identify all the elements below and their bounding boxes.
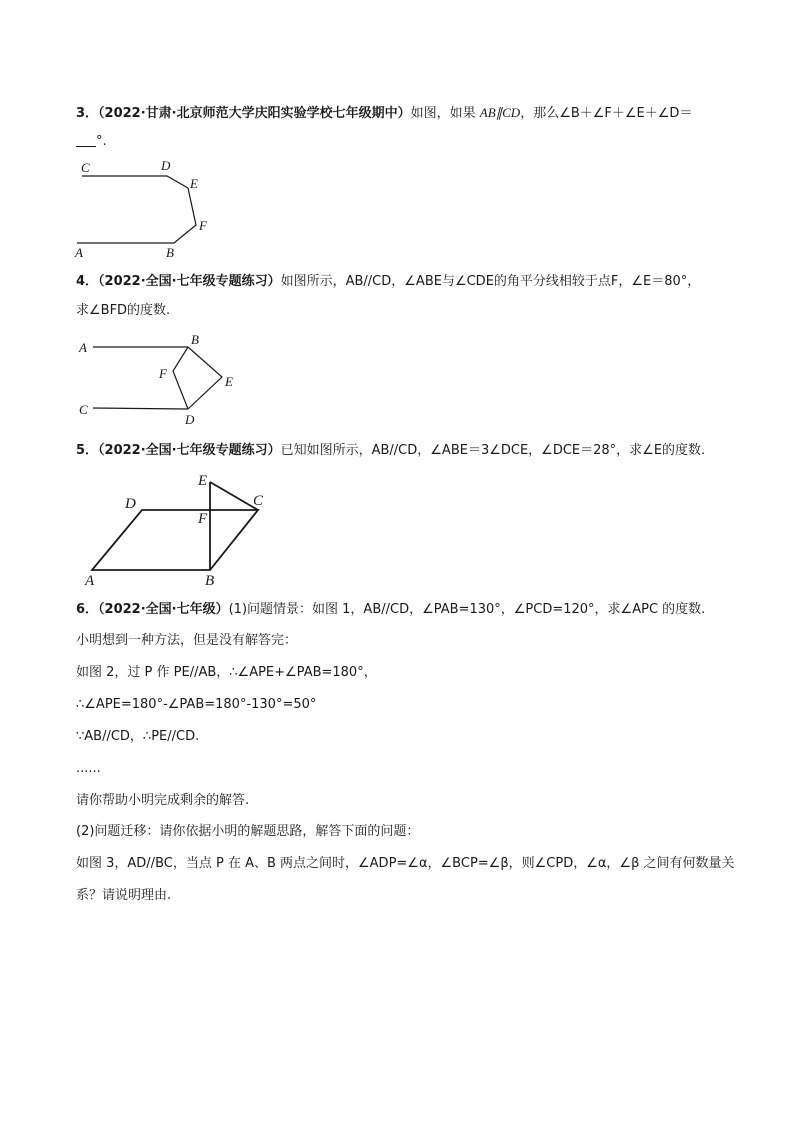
q5-label-f: F (198, 511, 208, 527)
q5-label-b: B (205, 573, 215, 589)
q6-part1-text: (1)问题情景：如图 1，AB//CD，∠PAB=130°，∠PCD=120°，求∠APC 的度数. (228, 602, 706, 617)
q4-label-e: E (225, 374, 233, 389)
q6-part1 (76, 601, 705, 619)
q6-line2: 小明想到一种方法，但是没有解答完： (76, 633, 298, 648)
q3-label-b: B (166, 245, 174, 260)
q4-label-a: A (79, 340, 87, 355)
q3-tail: °. (96, 134, 107, 149)
q3-number: 3． (76, 106, 99, 121)
q3-label-f: F (199, 218, 207, 233)
q3-stem-line1 (76, 104, 692, 123)
q5-stem (76, 442, 705, 460)
q4-stem-line2-text: 求∠BFD的度数. (76, 303, 171, 318)
q6-line6: ...... (76, 761, 101, 776)
q5-figure (70, 465, 280, 590)
q4-label-c: C (79, 402, 88, 417)
q3-source: （2022·甘肃·北京师范大学庆阳实验学校七年级期中） (98, 106, 411, 121)
q6-part2: (2)问题迁移：请你依据小明的解题思路，解答下面的问题： (76, 824, 420, 839)
q4-number: 4． (76, 274, 99, 289)
q5-label-d: D (125, 496, 136, 512)
q6-number: 6． (76, 602, 99, 617)
q4-label-d: D (185, 412, 195, 427)
q5-segment-ec (210, 482, 258, 510)
q5-label-a: A (85, 573, 95, 589)
q6-source: （2022·全国·七年级） (98, 602, 229, 617)
q5-label-e: E (198, 473, 208, 489)
q3-label-c: C (81, 160, 90, 175)
q6-line4: ∴∠APE=180°-∠PAB=180°-130°=50° (76, 697, 317, 712)
q6-line3: 如图 2，过 P 作 PE//AB，∴∠APE+∠PAB=180°， (76, 665, 377, 680)
q3-stem-a: 如图，如果 (410, 106, 480, 121)
q3-figure-path (77, 176, 196, 243)
q6-line7: 请你帮助小明完成剩余的解答. (76, 793, 250, 808)
q4-stem-line2 (76, 302, 170, 320)
q6-line5: ∵AB//CD，∴PE//CD. (76, 729, 200, 744)
q4-stem-line1 (76, 273, 700, 291)
q4-stem-line1-text: 如图所示，AB//CD，∠ABE与∠CDE的角平分线相较于点F，∠E＝80°， (280, 274, 701, 289)
q4-path-bfd (173, 347, 188, 409)
q5-stem-text: 已知如图所示，AB//CD，∠ABE＝3∠DCE，∠DCE＝28°，求∠E的度数. (280, 443, 706, 458)
q3-label-a: A (75, 245, 83, 260)
q6-line9: 如图 3，AD//BC，当点 P 在 A、B 两点之间时，∠ADP=∠α，∠BCP=∠β，则∠CPD，∠α，∠β 之间有何数量关 (76, 856, 735, 871)
q4-label-f: F (159, 366, 167, 381)
q4-line-cd (93, 408, 188, 409)
q3-label-d: D (161, 158, 171, 173)
q6-line10: 系？请说明理由. (76, 888, 172, 903)
q3-answer-blank (76, 134, 96, 147)
q3-figure (70, 155, 230, 265)
q5-label-c: C (253, 493, 264, 509)
q4-figure (70, 330, 250, 430)
q3-stem-b: ，那么∠B＋∠F＋∠E＋∠D＝ (520, 106, 693, 121)
q3-label-e: E (190, 176, 198, 191)
q4-path-bed (188, 347, 222, 409)
q4-source: （2022·全国·七年级专题练习） (98, 274, 281, 289)
q3-stem-line2 (76, 133, 107, 151)
q5-number: 5． (76, 443, 99, 458)
q5-source: （2022·全国·七年级专题练习） (98, 443, 281, 458)
q3-condition: AB∥CD (479, 105, 521, 120)
q4-label-b: B (191, 332, 199, 347)
q5-parallelogram (92, 510, 258, 570)
